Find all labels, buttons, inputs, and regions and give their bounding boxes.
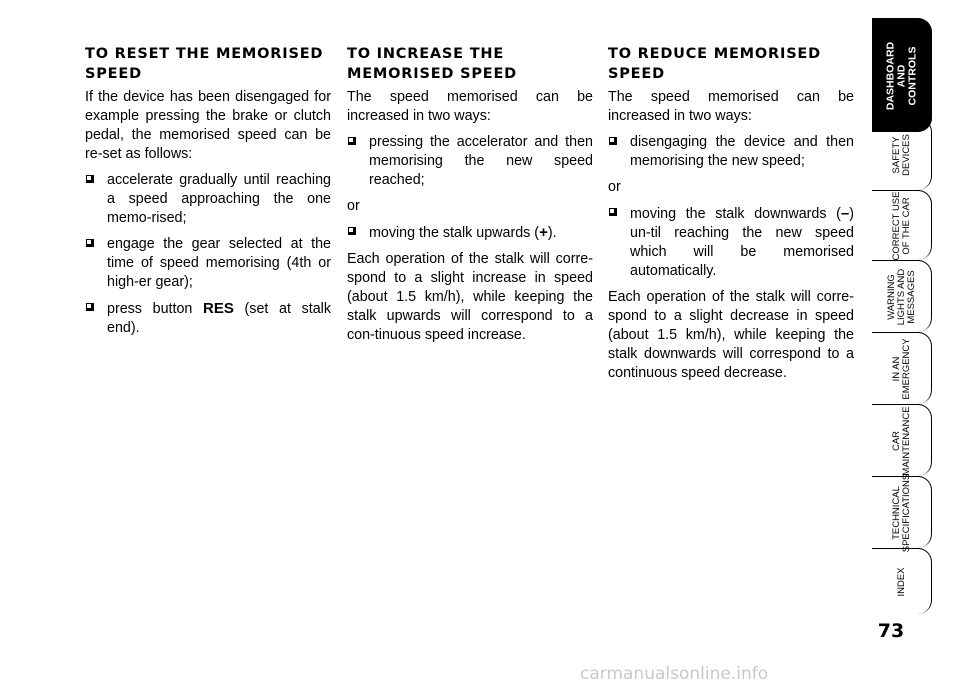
list-item-text: engage the gear selected at the time of speed memorising (4th or high-er gear);: [107, 236, 331, 290]
list-item: [85, 299, 331, 338]
tab-label: TECHNICAL SPECIFICATIONS: [890, 473, 912, 552]
list-item-text: (set at stalk end).: [107, 301, 331, 336]
section-heading: TO REDUCE MEMORISED SPEED: [608, 46, 821, 82]
list-item-text: moving the stalk upwards (: [369, 225, 540, 241]
checkbox-bullet-icon: [348, 227, 356, 235]
tab-index[interactable]: [872, 548, 932, 614]
list-item: [85, 235, 331, 292]
or-text: or: [608, 179, 621, 195]
column-reduce-speed: [608, 44, 854, 390]
section-heading: TO INCREASE THE MEMORISED SPEED: [347, 46, 517, 82]
tab-label: DASHBOARD AND CONTROLS: [884, 41, 918, 110]
column-reset-speed: [85, 44, 331, 345]
tab-correct-use[interactable]: [872, 190, 932, 260]
minus-symbol: –: [840, 205, 850, 222]
list-item: [347, 223, 593, 243]
paragraph: The speed memorised can be increased in two ways:: [608, 89, 854, 124]
column-increase-speed: [347, 44, 593, 352]
tab-safety-devices[interactable]: [872, 118, 932, 190]
checkbox-bullet-icon: [86, 239, 94, 247]
tab-label: WARNING LIGHTS AND MESSAGES: [885, 268, 917, 325]
paragraph: Each operation of the stalk will corre-spond to a slight increase in speed (about 1.5 km/h), while keeping the stalk upwards will correspond to a con-tinuous speed increase.: [347, 251, 593, 343]
chapter-tabs: [860, 0, 960, 692]
list-item-text: disengaging the device and then memorising the new speed;: [630, 134, 854, 169]
list-item: [608, 133, 854, 171]
checkbox-bullet-icon: [348, 137, 356, 145]
plus-symbol: +: [539, 224, 548, 241]
list-item: [347, 133, 593, 190]
tab-warning-lights[interactable]: [872, 260, 932, 332]
tab-in-an-emergency[interactable]: [872, 332, 932, 404]
tab-label: SAFETY DEVICES: [890, 133, 912, 176]
list-item: [85, 171, 331, 228]
paragraph: The speed memorised can be increased in two ways:: [347, 89, 593, 124]
tab-technical-specifications[interactable]: [872, 473, 932, 552]
checkbox-bullet-icon: [609, 208, 617, 216]
checkbox-bullet-icon: [86, 303, 94, 311]
paragraph: If the device has been disengaged for example pressing the brake or clutch pedal, the memorised speed can be re-set as follows:: [85, 89, 331, 162]
tab-label: INDEX: [895, 566, 907, 597]
checkbox-bullet-icon: [609, 137, 617, 145]
paragraph: Each operation of the stalk will corre-spond to a slight decrease in speed (about 1.5 km/h), while keeping the stalk downwards will correspond to a continuous speed decrease.: [608, 289, 854, 381]
list-item-text: pressing the accelerator and then memorising the new speed reached;: [369, 134, 593, 188]
tab-label: CORRECT USE OF THE CAR: [890, 191, 912, 260]
list-item: [608, 204, 854, 281]
tab-dashboard-and-controls[interactable]: [872, 18, 932, 132]
section-heading: TO RESET THE MEMORISED SPEED: [85, 46, 324, 82]
res-button-label: RES: [203, 300, 234, 317]
watermark: carmanualsonline.info: [580, 664, 769, 684]
list-item-text: press button: [107, 301, 204, 317]
list-item-text: moving the stalk downwards (: [630, 206, 841, 222]
page-number: 73: [877, 620, 905, 642]
list-item-text: ).: [547, 225, 557, 241]
tab-label: IN AN EMERGENCY: [890, 337, 912, 400]
list-item-text: accelerate gradually until reaching a speed approaching the one memo-rised;: [107, 172, 331, 226]
tab-label: CAR MAINTENANCE: [890, 405, 912, 476]
list-item-text: ) un-til reaching the new speed which will be memorised automatically.: [630, 206, 854, 279]
or-text: or: [347, 198, 360, 214]
checkbox-bullet-icon: [86, 175, 94, 183]
tab-car-maintenance[interactable]: [872, 404, 932, 476]
